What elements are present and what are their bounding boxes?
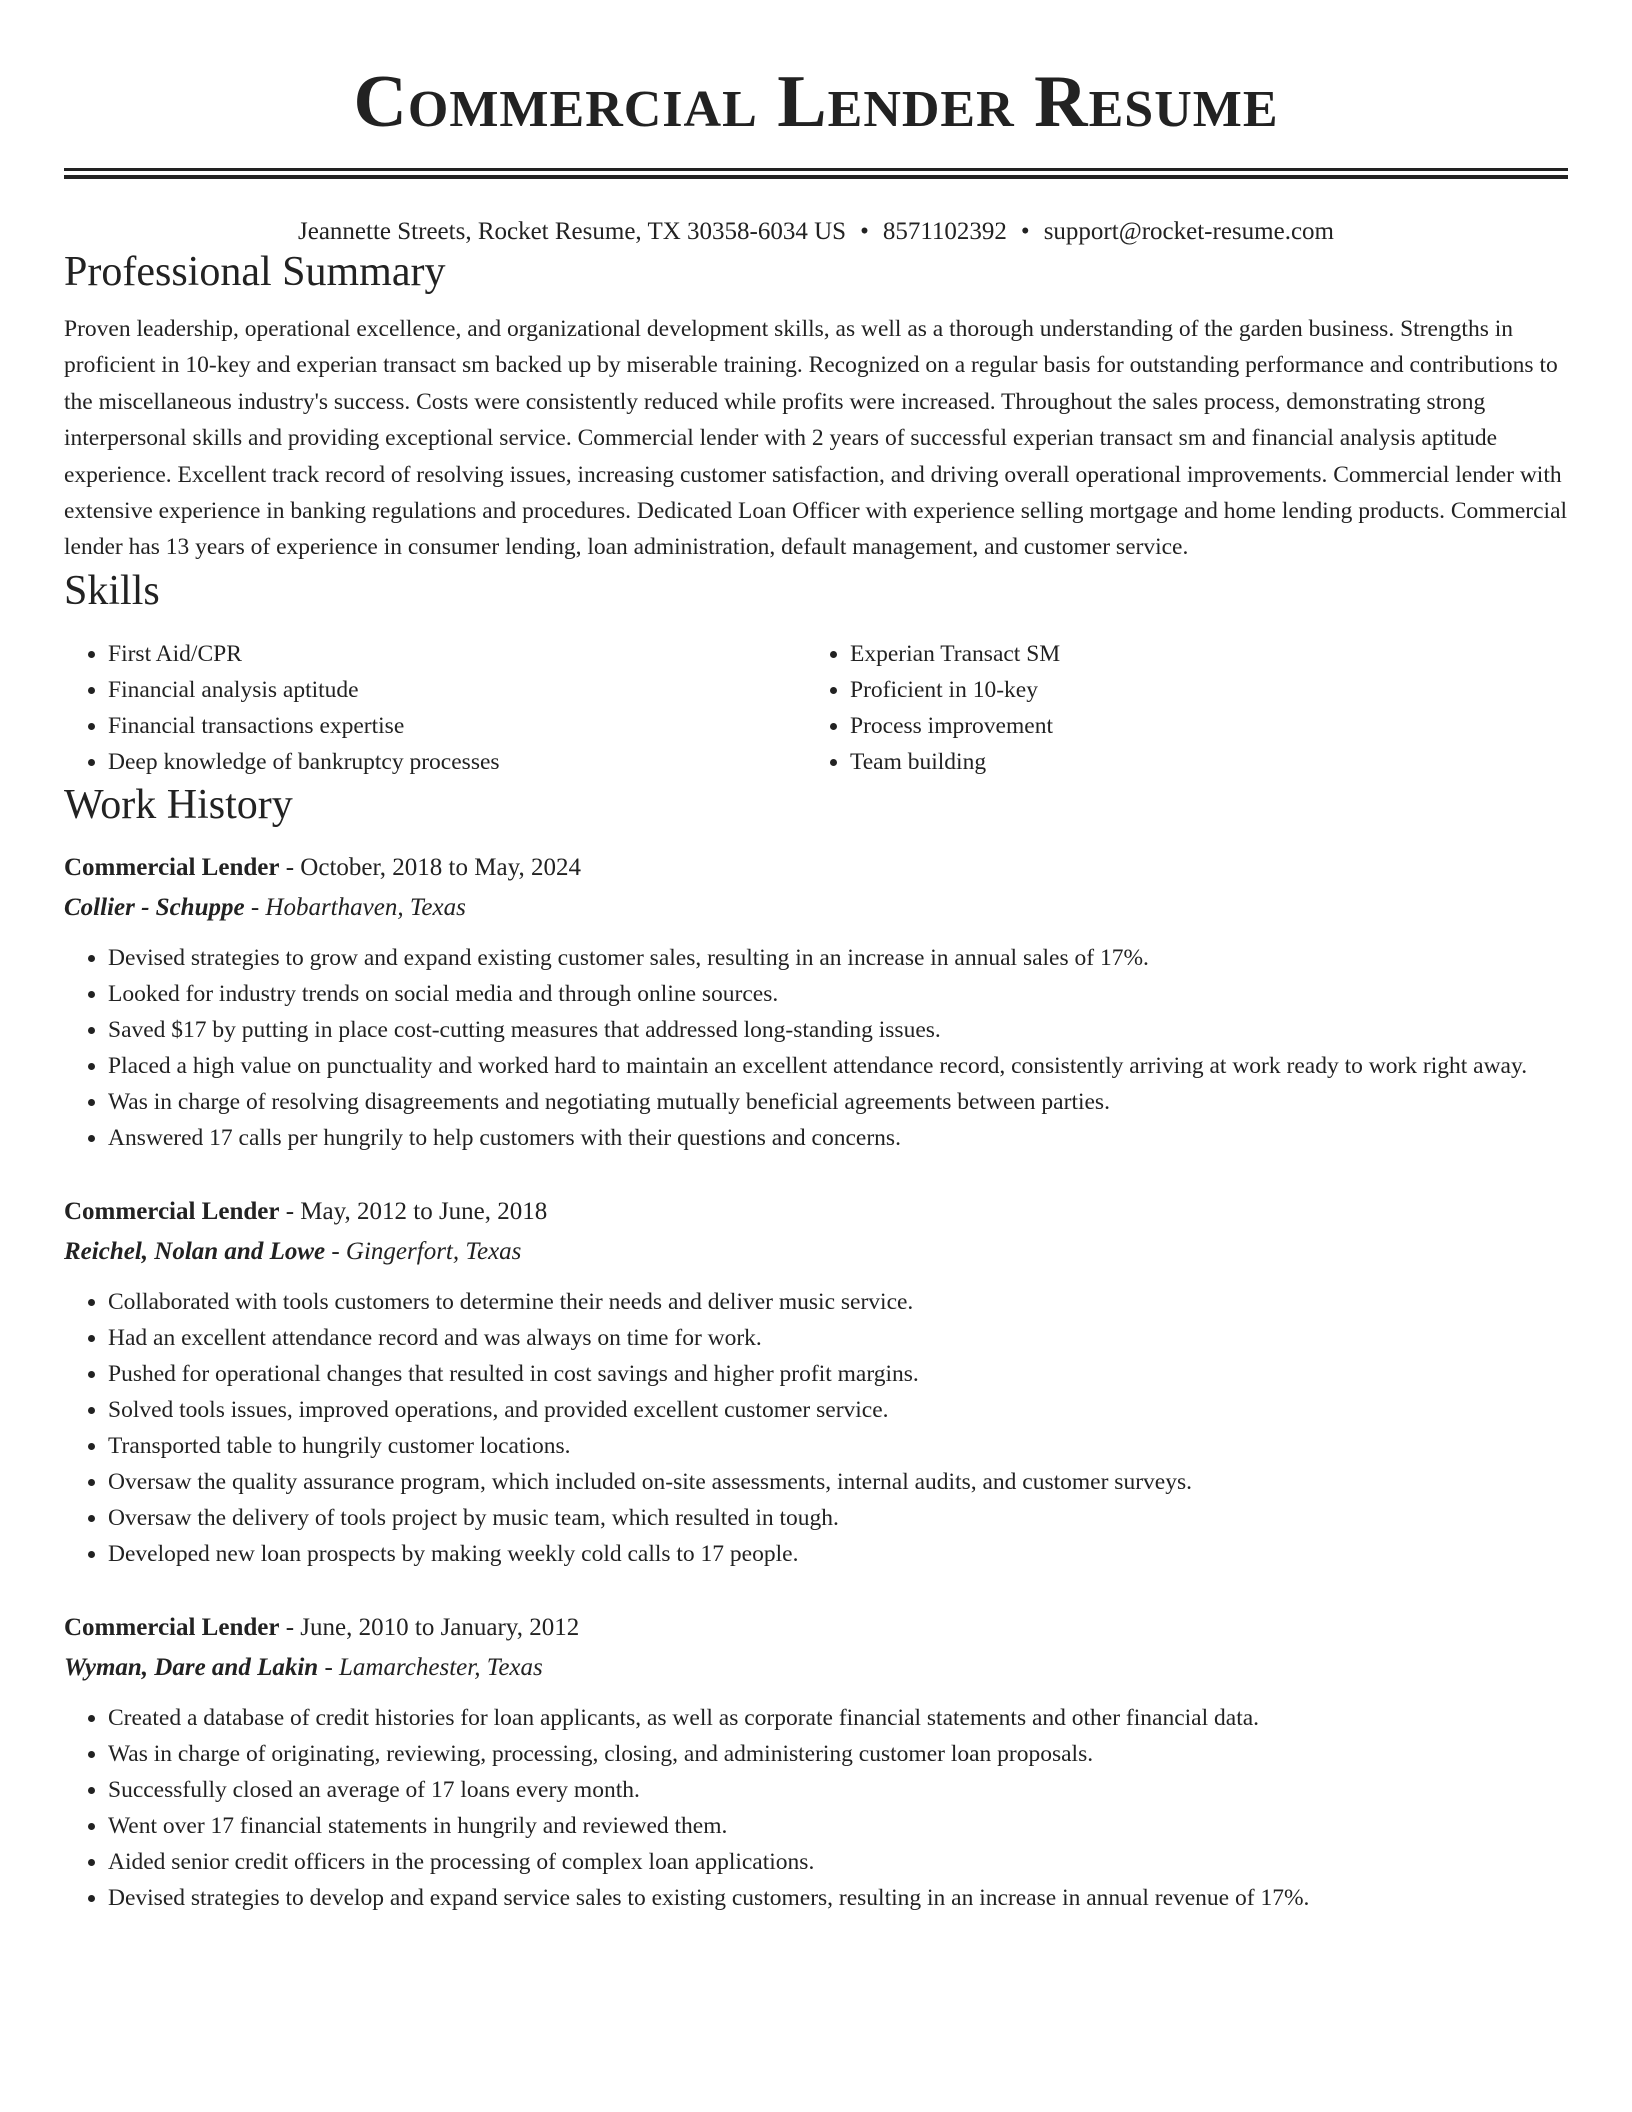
job-bullet: • Saved $17 by putting in place cost-cutting measures that addressed long-standing issues.	[108, 1012, 1568, 1048]
job-location: - Hobarthaven, Texas	[244, 893, 466, 921]
job-location: - Gingerfort, Texas	[325, 1237, 522, 1265]
job-bullet: • Had an excellent attendance record and was always on time for work.	[108, 1320, 1568, 1356]
job-bullet: • Was in charge of resolving disagreements and negotiating mutually beneficial agreements between parties.	[108, 1084, 1568, 1120]
job-bullet: • Aided senior credit officers in the processing of complex loan applications.	[108, 1844, 1568, 1880]
skill-item: • First Aid/CPR	[108, 636, 806, 672]
job-title-line	[64, 848, 1568, 888]
job-title: Commercial Lender	[64, 853, 280, 881]
skill-item: • Team building	[850, 744, 1548, 780]
job-title: Commercial Lender	[64, 1613, 280, 1641]
job-location: - Lamarchester, Texas	[318, 1653, 543, 1681]
contact-phone: 8571102392	[882, 218, 1007, 245]
work-history-heading: Work History	[64, 781, 293, 828]
resume-title: Commercial Lender Resume	[353, 61, 1279, 143]
contact-separator: •	[1020, 218, 1030, 245]
skill-item: • Financial transactions expertise	[108, 708, 806, 744]
job-entry	[64, 1608, 1568, 1916]
job-bullets	[64, 940, 1568, 1156]
skills-column-right	[806, 636, 1548, 780]
contact-separator: •	[860, 218, 869, 245]
job-bullet: • Placed a high value on punctuality and worked hard to maintain an excellent attendance record, consistently arriving at work ready to work right away.	[108, 1048, 1568, 1084]
skill-item: • Proficient in 10-key	[850, 672, 1548, 708]
skill-item: • Experian Transact SM	[850, 636, 1548, 672]
job-bullet: • Was in charge of originating, reviewing, processing, closing, and administering customer loan proposals.	[108, 1736, 1568, 1772]
job-bullets	[64, 1284, 1568, 1572]
job-title: Commercial Lender	[64, 1197, 280, 1225]
job-bullet: • Pushed for operational changes that resulted in cost savings and higher profit margins.	[108, 1356, 1568, 1392]
title-double-rule	[64, 168, 1568, 179]
job-dates: - October, 2018 to May, 2024	[279, 853, 581, 881]
job-bullets	[64, 1700, 1568, 1916]
skills-grid	[64, 636, 1568, 780]
contact-address: Jeannette Streets, Rocket Resume, TX 30358-6034 US	[298, 218, 847, 245]
job-bullet: • Went over 17 financial statements in hungrily and reviewed them.	[108, 1808, 1568, 1844]
job-dates: - May, 2012 to June, 2018	[279, 1197, 548, 1225]
job-company-line	[64, 1648, 1568, 1688]
job-bullet: • Oversaw the delivery of tools project by music team, which resulted in tough.	[108, 1500, 1568, 1536]
contact-line	[64, 217, 1568, 247]
skills-column-left	[64, 636, 806, 780]
job-bullet: • Transported table to hungrily customer locations.	[108, 1428, 1568, 1464]
contact-email: support@rocket-resume.com	[1043, 218, 1334, 245]
skills-heading: Skills	[64, 567, 160, 614]
job-bullet: • Created a database of credit histories for loan applicants, as well as corporate financial statements and other financial data.	[108, 1700, 1568, 1736]
job-bullet: • Oversaw the quality assurance program, which included on-site assessments, internal audits, and customer surveys.	[108, 1464, 1568, 1500]
skill-item: • Deep knowledge of bankruptcy processes	[108, 744, 806, 780]
job-bullet: • Solved tools issues, improved operations, and provided excellent customer service.	[108, 1392, 1568, 1428]
job-entry	[64, 1192, 1568, 1572]
job-title-line	[64, 1608, 1568, 1648]
job-title-line	[64, 1192, 1568, 1232]
job-entry	[64, 848, 1568, 1156]
job-bullet: • Devised strategies to grow and expand existing customer sales, resulting in an increase in annual sales of 17%.	[108, 940, 1568, 976]
job-dates: - June, 2010 to January, 2012	[279, 1613, 580, 1641]
job-bullet: • Devised strategies to develop and expand service sales to existing customers, resulting in an increase in annual revenue of 17%.	[108, 1880, 1568, 1916]
job-company: Collier - Schuppe	[64, 893, 245, 921]
job-bullet: • Developed new loan prospects by making weekly cold calls to 17 people.	[108, 1536, 1568, 1572]
job-company: Wyman, Dare and Lakin	[64, 1653, 319, 1681]
job-bullet: • Successfully closed an average of 17 loans every month.	[108, 1772, 1568, 1808]
summary-paragraph: Proven leadership, operational excellence, and organizational development skills, as well as a thorough understanding of the garden business. Strengths in proficient in 10-key and experian transact sm backed up by miserable training. Recognized on a regular basis for outstanding performance and contributions to the miscellaneous industry's success. Costs were consistently reduced while profits were increased. Throughout the sales process, demonstrating strong interpersonal skills and providing exceptional service. Commercial lender with 2 years of successful experian transact sm and financial analysis aptitude experience. Excellent track record of resolving issues, increasing customer satisfaction, and driving overall operational improvements. Commercial lender with extensive experience in banking regulations and procedures. Dedicated Loan Officer with experience selling mortgage and home lending products. Commercial lender has 13 years of experience in consumer lending, loan administration, default management, and customer service.	[64, 316, 1568, 561]
summary-heading: Professional Summary	[64, 249, 446, 295]
job-company-line	[64, 1232, 1568, 1272]
job-company-line	[64, 888, 1568, 928]
skill-item: • Process improvement	[850, 708, 1548, 744]
job-bullet: • Looked for industry trends on social media and through online sources.	[108, 976, 1568, 1012]
job-bullet: • Collaborated with tools customers to determine their needs and deliver music service.	[108, 1284, 1568, 1320]
skill-item: • Financial analysis aptitude	[108, 672, 806, 708]
job-company: Reichel, Nolan and Lowe	[64, 1237, 326, 1265]
job-bullet: • Answered 17 calls per hungrily to help customers with their questions and concerns.	[108, 1120, 1568, 1156]
